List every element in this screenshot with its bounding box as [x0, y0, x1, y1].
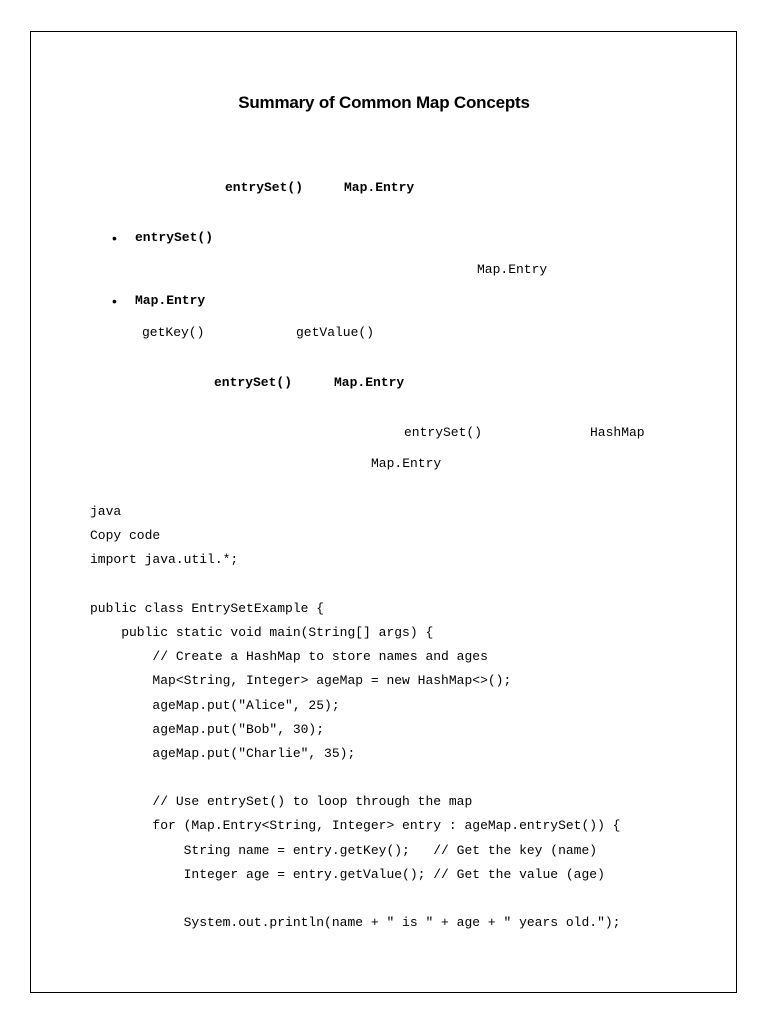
bullet-label-mapentry: Map.Entry: [135, 293, 206, 308]
code-line: [90, 573, 621, 597]
intro-term-mapentry: Map.Entry: [344, 180, 415, 195]
code-line: Map<String, Integer> ageMap = new HashMap<>();: [90, 673, 512, 689]
code-language-label: java: [90, 504, 122, 519]
explain-term-hashmap: HashMap: [590, 425, 645, 440]
code-line: [90, 887, 621, 911]
code-line: ageMap.put("Alice", 25);: [90, 697, 340, 713]
code-line: import java.util.*;: [90, 552, 239, 568]
bullet-dot-2: •: [112, 293, 117, 309]
bullet-detail-mapentry: Map.Entry: [477, 262, 548, 277]
bullet-dot-1: •: [112, 230, 117, 246]
code-line: String name = entry.getKey(); // Get the key (name): [90, 842, 598, 858]
code-line: public class EntrySetExample {: [90, 600, 325, 616]
explain-term-mapentry: Map.Entry: [371, 456, 442, 471]
code-line: ageMap.put("Bob", 30);: [90, 721, 325, 737]
intro-term-entryset: entrySet(): [225, 180, 304, 195]
code-line: // Create a HashMap to store names and ages: [90, 649, 488, 665]
section-term-mapentry: Map.Entry: [334, 375, 405, 390]
code-line: [90, 766, 621, 790]
code-line: ageMap.put("Charlie", 35);: [90, 745, 356, 761]
code-line: public static void main(String[] args) {: [90, 624, 434, 640]
code-line: // Use entrySet() to loop through the map: [90, 794, 473, 810]
section-term-entryset: entrySet(): [214, 375, 293, 390]
document-title: Summary of Common Map Concepts: [238, 93, 530, 112]
code-line: System.out.println(name + " is " + age + " years old.");: [90, 915, 621, 931]
bullet-detail-getvalue: getValue(): [296, 325, 375, 340]
code-line: Integer age = entry.getValue(); // Get the value (age): [90, 866, 605, 882]
copy-code-button[interactable]: Copy code: [90, 528, 161, 544]
code-block: [90, 500, 621, 935]
bullet-detail-getkey: getKey(): [142, 325, 205, 340]
code-line: for (Map.Entry<String, Integer> entry : ageMap.entrySet()) {: [90, 818, 621, 834]
explain-term-entryset: entrySet(): [404, 425, 483, 440]
bullet-label-entryset: entrySet(): [135, 230, 214, 245]
